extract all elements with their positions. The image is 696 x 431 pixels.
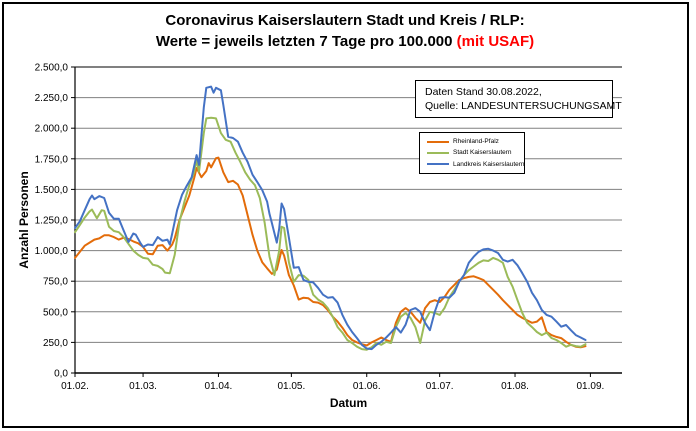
x-tick-label: 01.07. <box>425 381 454 392</box>
y-tick-label: 250,0 <box>42 337 68 349</box>
legend-box <box>419 132 525 174</box>
y-tick-label: 2.000,0 <box>34 123 68 135</box>
chart-title-line2: Werte = jeweils letzten 7 Tage pro 100.000 (mit USAF) <box>155 33 535 50</box>
y-tick-label: 500,0 <box>42 307 68 319</box>
series-line-rheinland-pfalz <box>75 158 586 348</box>
y-tick-label: 1.750,0 <box>34 154 68 166</box>
annotation-line1: Daten Stand 30.08.2022, <box>425 86 542 98</box>
y-tick-label: 1.500,0 <box>34 184 68 196</box>
x-tick-label: 01.09. <box>576 381 605 392</box>
x-tick-label: 01.08. <box>501 381 529 392</box>
legend-line-sample-landkreis-kaiserslautern <box>427 163 449 165</box>
legend-item-stadt-kaiserslautern <box>420 147 524 158</box>
x-tick-label: 01.03. <box>129 381 157 392</box>
legend-item-landkreis-kaiserslautern <box>420 159 524 170</box>
legend-line-sample-rheinland-pfalz <box>427 141 449 143</box>
x-axis-title: Datum <box>329 396 368 410</box>
y-tick-label: 2.250,0 <box>34 93 68 105</box>
chart-title-line1: Coronavirus Kaiserslautern Stadt und Kreis / RLP: <box>165 12 525 29</box>
x-tick-label: 01.02. <box>61 381 89 392</box>
y-axis-title: Anzahl Personen <box>17 171 31 269</box>
legend-item-label: Stadt Kaiserslautern <box>453 149 512 157</box>
legend-line-sample-stadt-kaiserslautern <box>427 152 449 154</box>
legend-item-label: Landkreis Kaiserslautern <box>453 160 525 168</box>
annotation-line2: Quelle: LANDESUNTERSUCHUNGSAMT <box>425 100 622 112</box>
y-tick-label: 1.250,0 <box>34 215 68 227</box>
y-tick-label: 750,0 <box>42 276 68 288</box>
y-tick-label: 1.000,0 <box>34 246 68 258</box>
chart-title <box>0 10 690 52</box>
annotation-box <box>415 80 622 118</box>
x-tick-label: 01.05. <box>277 381 306 392</box>
legend-item-rheinland-pfalz <box>420 136 524 147</box>
series-line-landkreis-kaiserslautern <box>75 87 586 350</box>
y-tick-label: 0,0 <box>54 368 68 380</box>
legend-item-label: Rheinland-Pfalz <box>453 138 499 146</box>
x-tick-label: 01.06. <box>352 381 381 392</box>
y-tick-label: 2.500,0 <box>34 62 68 74</box>
chart-title-highlight: (mit USAF) <box>456 33 535 50</box>
x-tick-label: 01.04. <box>204 381 233 392</box>
